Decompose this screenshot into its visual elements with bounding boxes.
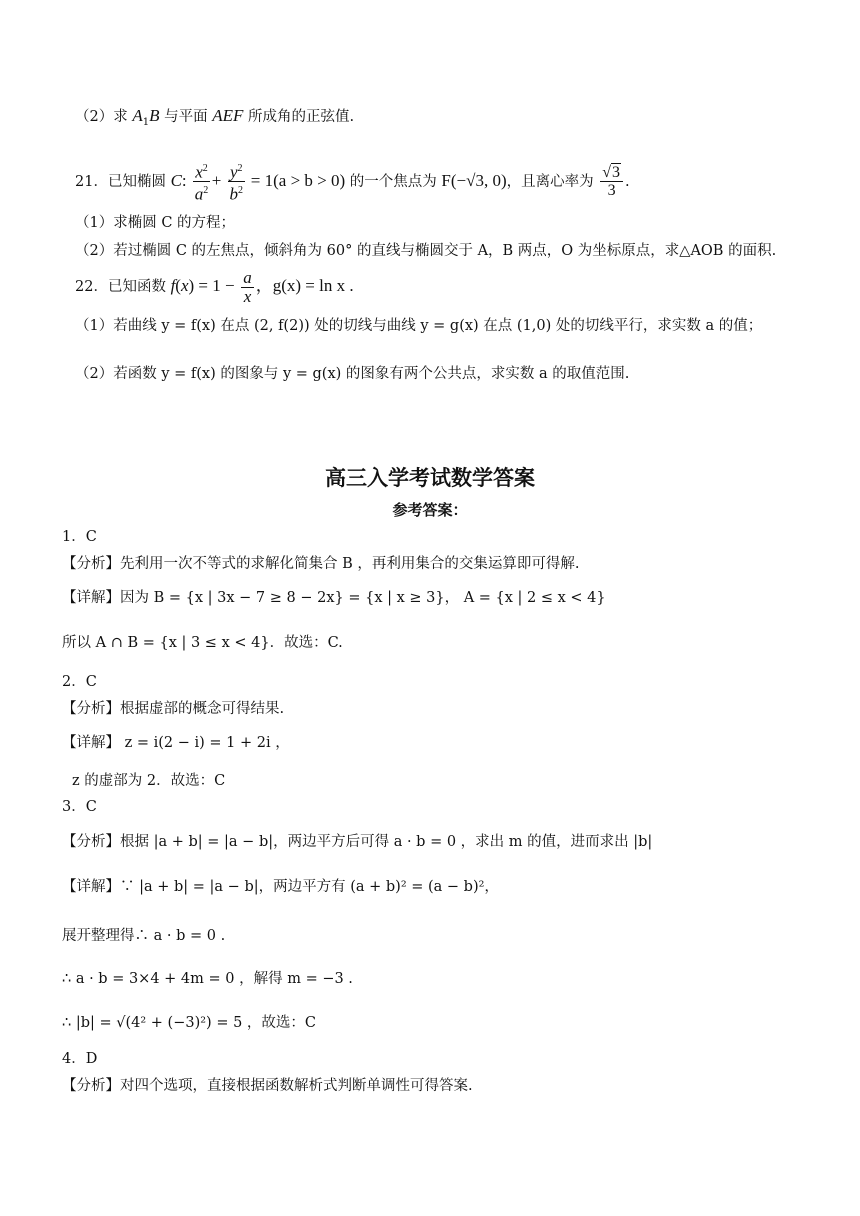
q20-part2: （2）求 $A_1B$ 与平面 AEF 所成角的正弦值. [75, 106, 355, 128]
answer1-analysis: 【分析】先利用一次不等式的求解化简集合 B ，再利用集合的交集运算即可得解. [62, 556, 580, 572]
answer2-analysis: 【分析】根据虚部的概念可得结果. [62, 701, 285, 717]
answer3-result: ∴ |b| = √(4² + (−3)²) = 5 ，故选：C [62, 1015, 317, 1031]
q22-stem: 22．已知函数 f(x) = 1 − $\frac{a}{x}$ ，g(x) = ln x . [75, 267, 354, 306]
answer3-number: 3．C [62, 799, 97, 815]
answer1-result: 所以 A ∩ B = {x | 3 ≤ x < 4}．故选：C. [62, 635, 343, 651]
answer4-number: 4．D [62, 1051, 98, 1067]
answer1-detail: 【详解】因为 B = {x | 3x − 7 ≥ 8 − 2x} = {x | x ≥ 3}， A = {x | 2 ≤ x < 4} [62, 590, 606, 606]
answer3-detail: 【详解】∵ |a + b| = |a − b|，两边平方有 (a + b)² = (a − b)²， [62, 879, 499, 895]
answer2-number: 2．C [62, 674, 97, 690]
answers-title: 高三入学考试数学答案 [325, 466, 535, 490]
answer4-analysis: 【分析】对四个选项，直接根据函数解析式判断单调性可得答案. [62, 1078, 473, 1094]
fraction-sqrt3-3: $\frac{√3}{3}$ [600, 164, 623, 199]
answer1-number: 1．C [62, 529, 97, 545]
q21-stem: 21．已知椭圆 C: $\frac{x^2}{a^2}$ + $\frac{y^2}{b^2}$ = 1(a > b > 0) 的一个焦点为 F(−√3, 0)，且离心率为 $\frac{√3}{3}$ . [75, 160, 630, 204]
fraction-y2-b2: $\frac{y^2}{b^2}$ [228, 160, 245, 204]
answer3-step: ∴ a · b = 3×4 + 4m = 0 ，解得 m = −3 . [62, 971, 353, 987]
answers-subtitle: 参考答案： [392, 501, 468, 519]
answer2-result: z 的虚部为 2．故选：C [72, 773, 226, 789]
answer3-expand: 展开整理得∴ a · b = 0 . [62, 928, 226, 944]
answer2-detail: 【详解】 z = i(2 − i) = 1 + 2i ， [62, 735, 290, 751]
q21-part1: （1）求椭圆 C 的方程； [75, 215, 236, 231]
q21-part2: （2）若过椭圆 C 的左焦点，倾斜角为 60° 的直线与椭圆交于 A，B 两点，O 为坐标原点，求△AOB 的面积. [75, 243, 777, 259]
fraction-a-x: $\frac{a}{x}$ [243, 267, 252, 306]
q22-part1: （1）若曲线 y = f(x) 在点 (2, f(2)) 处的切线与曲线 y = g(x) 在点 (1,0) 处的切线平行，求实数 a 的值； [75, 318, 763, 334]
fraction-x2-a2: $\frac{x^2}{a^2}$ [193, 160, 210, 204]
answer3-analysis: 【分析】根据 |a + b| = |a − b|，两边平方后可得 a · b = 0 ，求出 m 的值，进而求出 |b| [62, 834, 653, 850]
q22-part2: （2）若函数 y = f(x) 的图象与 y = g(x) 的图象有两个公共点，求实数 a 的取值范围. [75, 366, 630, 382]
